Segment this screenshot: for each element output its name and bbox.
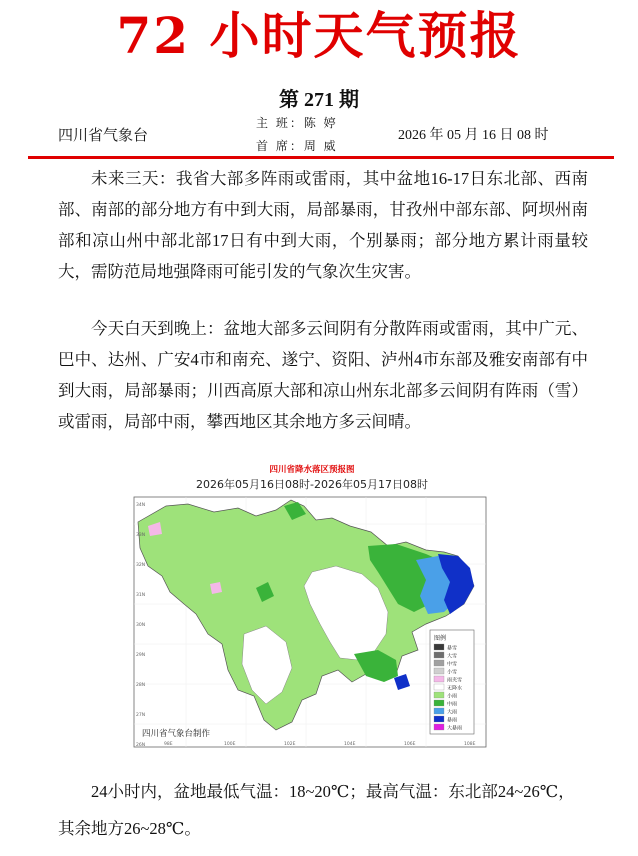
legend-swatch [434,684,444,690]
lat-tick-label: 31N [136,593,146,598]
duty-forecaster: 主 班：陈 婷 [256,116,338,130]
lon-tick-label: 100E [224,742,236,747]
map-subtitle: 2026年05月16日08时-2026年05月17日08时 [196,478,428,491]
header-divider [28,156,614,159]
temperature-forecast: 24小时内，盆地最低气温：18~20℃；最高气温：东北部24~26℃，其余地方26~28℃。 [58,782,575,838]
legend-swatch [434,668,444,674]
region-sleet-2 [210,582,222,594]
legend-swatch [434,724,444,730]
lon-tick-label: 98E [164,742,173,747]
legend-swatch [434,652,444,658]
legend-label: 小雪 [447,669,458,676]
lon-tick-label: 102E [284,742,296,747]
forecast-three-day: 未来三天：我省大部多阵雨或雷雨，其中盆地16-17日东北部、西南部、南部的部分地方有中到大雨，局部暴雨，甘孜州中部东部、阿坝州南部和凉山州中部北部17日有中到大雨，个别暴雨；部分地方累计雨量较大，需防范局地强降雨可能引发的气象次生灾害。 [58,169,588,281]
lat-tick-label: 29N [136,653,146,658]
legend-swatch [434,716,444,722]
legend-label: 大雨 [447,709,458,716]
legend-swatch [434,708,444,714]
lon-tick-label: 106E [404,742,416,747]
lon-tick-label: 104E [344,742,356,747]
chief-forecaster: 首 席：周 威 [256,139,338,153]
legend-label: 无降水 [447,685,463,692]
legend-label: 中雪 [447,661,458,668]
legend-swatch [434,676,444,682]
lat-tick-label: 32N [136,563,146,568]
lat-tick-label: 34N [136,503,146,508]
legend-label: 大暴雨 [447,725,463,732]
legend-label: 雨夹雪 [447,677,463,684]
forecast-today: 今天白天到晚上：盆地大部多云间阴有分散阵雨或雷雨，其中广元、巴中、达州、广安4市和南充、遂宁、资阳、泸州4市东部及雅安南部有中到大雨，局部暴雨；川西高原大部和凉山州东北部多云间阴有阵雨（雪）或雷雨，局部中雨，攀西地区其余地方多云间晴。 [58,319,588,431]
legend-title: 图例 [434,635,447,642]
lat-tick-label: 28N [136,683,146,688]
issuing-agency: 四川省气象台 [58,126,149,144]
lat-tick-label: 27N [136,713,146,718]
issue-date: 2026 年 05 月 16 日 08 时 [398,128,549,143]
legend-label: 暴雪 [447,645,458,652]
lon-tick-label: 108E [464,742,476,747]
legend-label: 暴雨 [447,717,458,724]
legend-swatch [434,700,444,706]
map-title: 四川省降水落区预报图 [269,465,355,475]
issue-number: 第 271 期 [279,89,359,111]
map-credit: 四川省气象台制作 [142,729,211,739]
lat-tick-label: 30N [136,623,146,628]
legend-label: 中雨 [447,701,458,708]
lat-tick-label: 26N [136,743,146,748]
legend-swatch [434,692,444,698]
legend-swatch [434,660,444,666]
legend-label: 小雨 [447,693,458,700]
legend-label: 大雪 [447,653,458,660]
legend-swatch [434,644,444,650]
report-title: 72 小时天气预报 [116,6,522,65]
lat-tick-label: 33N [136,533,146,538]
map-legend [430,630,474,734]
precipitation-map [126,464,498,752]
